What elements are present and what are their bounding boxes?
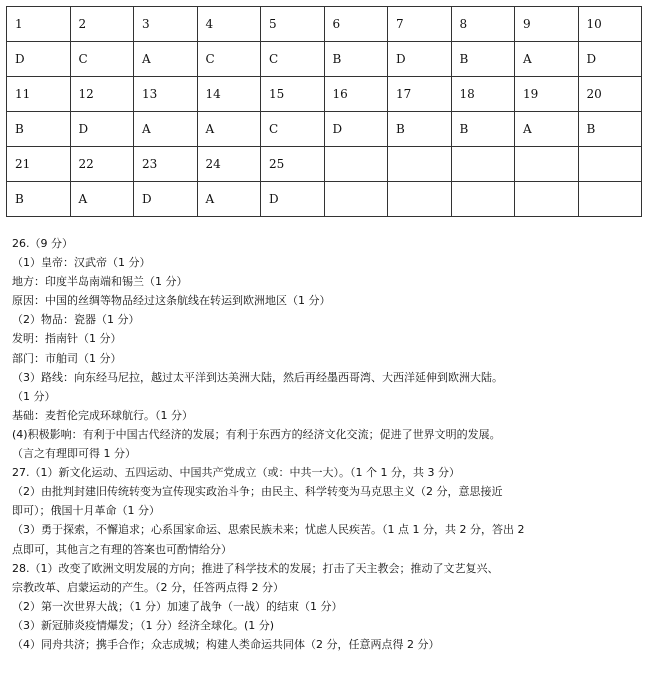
question-number-cell: 24 xyxy=(197,147,261,182)
answer-cell xyxy=(515,182,579,217)
answer-cell: D xyxy=(261,182,325,217)
question-number-cell: 3 xyxy=(134,7,198,42)
answer-row xyxy=(7,182,642,217)
question-number-cell xyxy=(451,147,515,182)
question-number-cell: 7 xyxy=(388,7,452,42)
question-number-cell: 19 xyxy=(515,77,579,112)
answer-table xyxy=(6,6,642,217)
answer-cell: A xyxy=(134,112,198,147)
text-line: 即可）；俄国十月革命（1 分） xyxy=(12,504,160,518)
text-line: （2）由批判封建旧传统转变为宣传现实政治斗争；由民主、科学转变为马克思主义（2 分，意思接近 xyxy=(12,485,503,499)
answer-cell: D xyxy=(70,112,134,147)
text-line: 原因：中国的丝绸等物品经过这条航线在转运到欧洲地区（1 分） xyxy=(12,294,331,308)
answer-cell: A xyxy=(515,112,579,147)
answer-cell: B xyxy=(388,112,452,147)
question-number-cell: 8 xyxy=(451,7,515,42)
answer-cell: B xyxy=(578,112,642,147)
answer-row xyxy=(7,112,642,147)
question-number-cell: 18 xyxy=(451,77,515,112)
answer-cell: D xyxy=(578,42,642,77)
text-line: 部门：市舶司（1 分） xyxy=(12,351,122,365)
answer-cell xyxy=(451,182,515,217)
answer-cell: B xyxy=(324,42,388,77)
explanation-text xyxy=(12,234,652,654)
answer-cell xyxy=(388,182,452,217)
text-line: （1）皇帝：汉武帝（1 分） xyxy=(12,256,151,270)
question-number-cell xyxy=(578,147,642,182)
answer-cell: C xyxy=(197,42,261,77)
question-number-cell: 17 xyxy=(388,77,452,112)
question-number-cell: 11 xyxy=(7,77,71,112)
text-line: 发明：指南针（1 分） xyxy=(12,332,122,346)
text-line: （3）新冠肺炎疫情爆发；（1 分）经济全球化。(1 分) xyxy=(12,618,275,632)
text-line: 点即可，其他言之有理的答案也可酌情给分） xyxy=(12,542,232,556)
text-line: 27.（1）新文化运动、五四运动、中国共产党成立（或：中共一大）。（1 个 1 分，共 3 分） xyxy=(12,466,460,480)
text-line: （4）同舟共济；携手合作；众志成城；构建人类命运共同体（2 分，任意两点得 2 分） xyxy=(12,637,440,651)
text-line: （3）勇于探索，不懈追求；心系国家命运、思索民族未来；忧虑人民疾苦。（1 点 1 分，共 2 分，答出 2 xyxy=(12,523,525,537)
answer-cell: C xyxy=(70,42,134,77)
question-number-cell: 16 xyxy=(324,77,388,112)
question-number-cell: 20 xyxy=(578,77,642,112)
answer-cell: B xyxy=(7,112,71,147)
question-number-cell: 14 xyxy=(197,77,261,112)
question-number-cell: 21 xyxy=(7,147,71,182)
answer-cell: C xyxy=(261,112,325,147)
question-number-row xyxy=(7,147,642,182)
question-number-cell: 15 xyxy=(261,77,325,112)
question-number-cell: 6 xyxy=(324,7,388,42)
question-number-cell xyxy=(388,147,452,182)
question-number-cell: 25 xyxy=(261,147,325,182)
text-line: （1 分） xyxy=(12,389,56,403)
answer-cell: A xyxy=(197,112,261,147)
question-number-cell: 23 xyxy=(134,147,198,182)
question-number-cell: 12 xyxy=(70,77,134,112)
text-line: 26.（9 分） xyxy=(12,237,73,250)
question-number-cell: 9 xyxy=(515,7,579,42)
answer-cell: D xyxy=(388,42,452,77)
answer-cell: A xyxy=(197,182,261,217)
text-line: 基础：麦哲伦完成环球航行。（1 分） xyxy=(12,408,193,422)
answer-cell: C xyxy=(261,42,325,77)
question-number-cell: 22 xyxy=(70,147,134,182)
question-number-cell: 5 xyxy=(261,7,325,42)
answer-cell: D xyxy=(324,112,388,147)
answer-cell: A xyxy=(134,42,198,77)
question-number-cell: 4 xyxy=(197,7,261,42)
answer-cell: A xyxy=(515,42,579,77)
question-number-cell: 1 xyxy=(7,7,71,42)
answer-cell xyxy=(324,182,388,217)
question-number-cell: 2 xyxy=(70,7,134,42)
answer-cell: D xyxy=(7,42,71,77)
text-line: 宗教改革、启蒙运动的产生。（2 分，任答两点得 2 分） xyxy=(12,580,284,594)
answer-cell: D xyxy=(134,182,198,217)
text-line: 28.（1）改变了欧洲文明发展的方向；推进了科学技术的发展；打击了天主教会；推动了文艺复兴、 xyxy=(12,561,499,575)
question-number-cell xyxy=(324,147,388,182)
text-line: （2）第一次世界大战；（1 分）加速了战争（一战）的结束（1 分） xyxy=(12,599,343,613)
text-line: (4)积极影响：有利于中国古代经济的发展；有利于东西方的经济文化交流；促进了世界文明的发展。 xyxy=(12,427,501,441)
question-number-row xyxy=(7,77,642,112)
answer-cell: B xyxy=(451,112,515,147)
answer-row xyxy=(7,42,642,77)
answer-cell: A xyxy=(70,182,134,217)
text-line: 地方：印度半岛南端和锡兰（1 分） xyxy=(12,275,188,289)
answer-cell: B xyxy=(7,182,71,217)
text-line: （2）物品：瓷器（1 分） xyxy=(12,313,140,327)
question-number-row xyxy=(7,7,642,42)
question-number-cell: 13 xyxy=(134,77,198,112)
answer-cell: B xyxy=(451,42,515,77)
answer-cell xyxy=(578,182,642,217)
question-number-cell xyxy=(515,147,579,182)
text-line: （3）路线：向东经马尼拉，越过太平洋到达美洲大陆，然后再经墨西哥湾、大西洋延伸到欧洲大陆。 xyxy=(12,370,503,384)
text-line: （言之有理即可得 1 分） xyxy=(12,447,136,461)
question-number-cell: 10 xyxy=(578,7,642,42)
